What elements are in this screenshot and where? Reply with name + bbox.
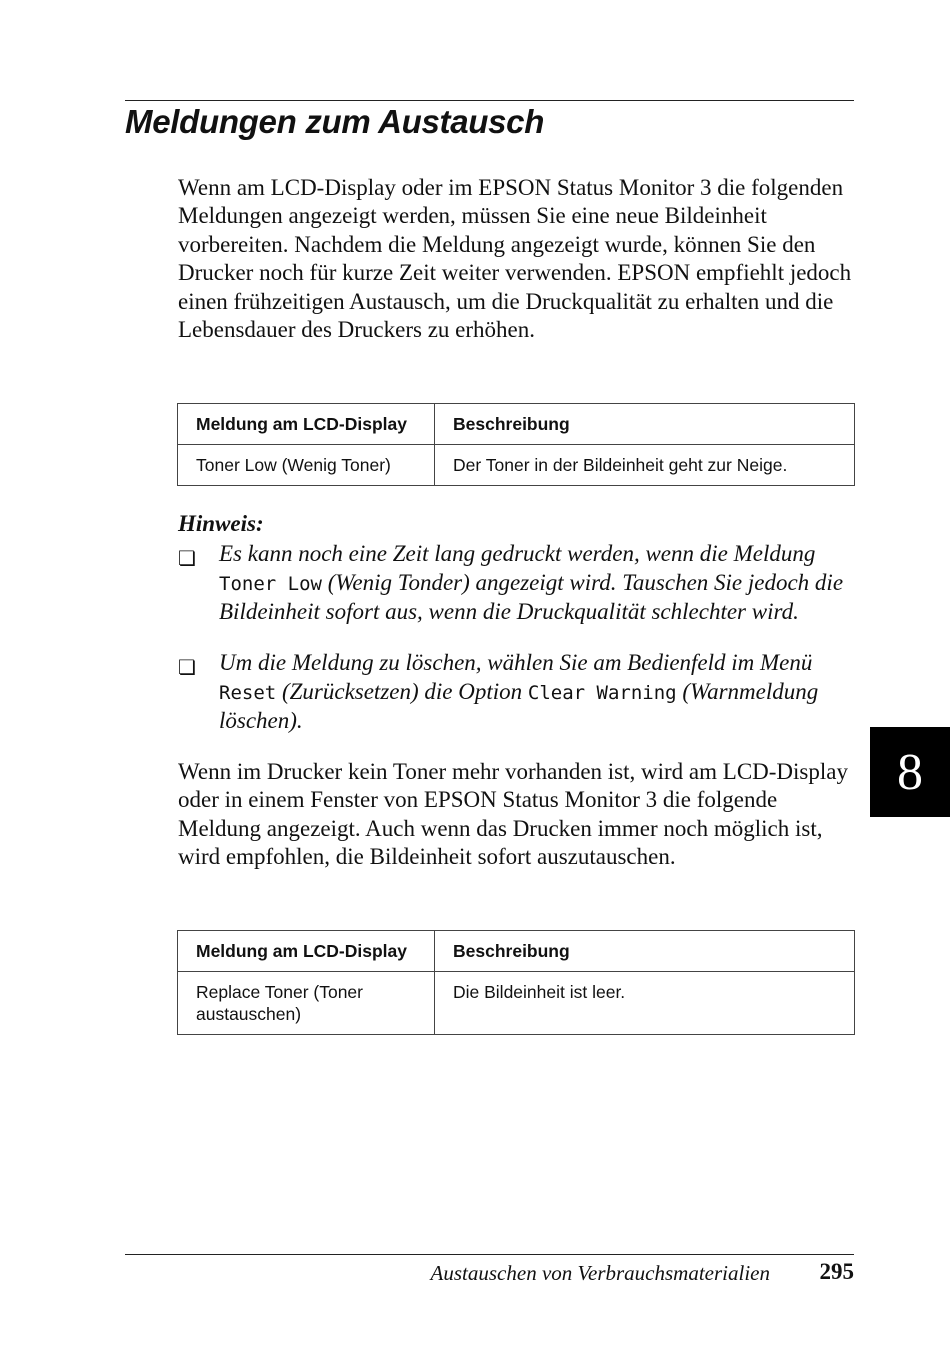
lcd-message-code: Toner Low xyxy=(219,572,322,595)
option-name-code: Clear Warning xyxy=(527,681,677,704)
column-header-description: Beschreibung xyxy=(435,931,855,972)
note-item-text xyxy=(219,540,858,627)
note-item xyxy=(178,540,858,627)
table-header-row xyxy=(178,931,855,972)
note-item-text xyxy=(219,649,858,736)
note-text-segment: (Warnmeldung löschen). xyxy=(219,678,819,733)
second-paragraph: Wenn im Drucker kein Toner mehr vorhanden ist, wird am LCD-Display oder in einem Fenster von EPSON Status Monitor 3 die folgende Meldung angezeigt. Auch wenn das Drucken immer noch möglich ist, wird empfohlen, die Bildeinheit sofort auszutauschen. xyxy=(178,759,848,870)
intro-paragraph: Wenn am LCD-Display oder im EPSON Status Monitor 3 die folgenden Meldungen angezeigt werden, müssen Sie eine neue Bildeinheit vorbereiten. Nachdem die Meldung angezeigt wurde, können Sie den Drucker noch für kurze Zeit weiter verwenden. EPSON empfiehlt jedoch einen frühzeitigen Austausch, um die Druckqualität zu erhalten und die Lebensdauer des Druckers zu erhöhen. xyxy=(178,175,852,343)
cell-description: Die Bildeinheit ist leer. xyxy=(435,972,855,1035)
cell-message: Replace Toner (Toner austauschen) xyxy=(178,972,435,1035)
column-header-message: Meldung am LCD-Display xyxy=(178,931,435,972)
note-text-segment: (Wenig Tonder) angezeigt wird. Tauschen Sie jedoch die Bildeinheit sofort aus, wenn die Druckqualität schlechter wird. xyxy=(219,569,844,624)
footer-chapter-title: Austauschen von Verbrauchsmaterialien xyxy=(430,1261,770,1285)
footer-rule xyxy=(125,1254,854,1255)
page-number: 295 xyxy=(819,1259,854,1284)
cell-description: Der Toner in der Bildeinheit geht zur Neige. xyxy=(435,445,855,486)
table-header-row xyxy=(178,404,855,445)
message-table-toner-low xyxy=(177,403,855,486)
page-heading: Meldungen zum Austausch xyxy=(125,103,545,140)
chapter-tab: 8 xyxy=(870,727,950,817)
table-row xyxy=(178,445,855,486)
note-title: Hinweis: xyxy=(178,511,264,536)
menu-name-code: Reset xyxy=(219,681,277,704)
note-text-segment: Um die Meldung zu löschen, wählen Sie am Bedienfeld im Menü xyxy=(219,650,813,675)
table-row xyxy=(178,972,855,1035)
checkbox-bullet-icon: ❏ xyxy=(178,655,196,679)
column-header-message: Meldung am LCD-Display xyxy=(178,404,435,445)
message-table-replace-toner xyxy=(177,930,855,1035)
note-item xyxy=(178,649,858,736)
column-header-description: Beschreibung xyxy=(435,404,855,445)
checkbox-bullet-icon: ❏ xyxy=(178,546,196,570)
note-text-segment: (Zurücksetzen) die Option xyxy=(276,678,528,704)
note-text-segment: Es kann noch eine Zeit lang gedruckt werden, wenn die Meldung xyxy=(219,541,816,566)
cell-message: Toner Low (Wenig Toner) xyxy=(178,445,435,486)
